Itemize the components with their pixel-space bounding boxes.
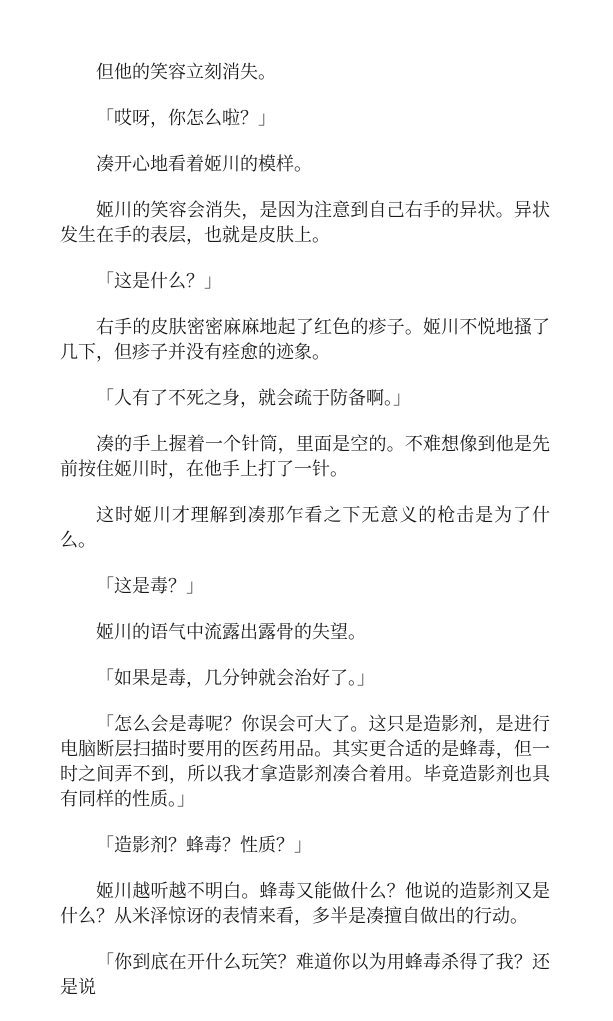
paragraph: 这时姬川才理解到凑那乍看之下无意义的枪击是为了什么。 bbox=[60, 505, 550, 551]
paragraph: 「你到底在开什么玩笑？难道你以为用蜂毒杀得了我？还是说 bbox=[60, 952, 550, 998]
paragraph: 姬川的语气中流露出露骨的失望。 bbox=[96, 622, 366, 643]
paragraph: 「人有了不死之身，就会疏于防备啊。」 bbox=[96, 388, 411, 409]
paragraph: 「造影剂？蜂毒？性质？」 bbox=[96, 835, 312, 856]
paragraph: 「怎么会是毒呢？你误会可大了。这只是造影剂，是进行电脑断层扫描时要用的医药用品。其实更合适的是蜂毒，但一时之间弄不到，所以我才拿造影剂凑合着用。毕竟造影剂也具有同样的性质。」 bbox=[60, 714, 550, 810]
paragraph: 「这是毒？」 bbox=[96, 576, 204, 597]
paragraph: 「这是什么？」 bbox=[96, 271, 222, 292]
paragraph: 姬川的笑容会消失，是因为注意到自己右手的异状。异状发生在手的表层，也就是皮肤上。 bbox=[60, 200, 550, 246]
document-page bbox=[60, 60, 550, 1021]
paragraph: 「如果是毒，几分钟就会治好了。」 bbox=[96, 668, 375, 689]
paragraph: 凑开心地看着姬川的模样。 bbox=[96, 154, 312, 175]
paragraph: 姬川越听越不明白。蜂毒又能做什么？他说的造影剂又是什么？从米泽惊讶的表情来看，多半是凑擅自做出的行动。 bbox=[60, 881, 550, 927]
paragraph: 但他的笑容立刻消失。 bbox=[96, 62, 276, 83]
paragraph: 凑的手上握着一个针筒，里面是空的。不难想像到他是先前按住姬川时，在他手上打了一针。 bbox=[60, 434, 550, 480]
paragraph: 右手的皮肤密密麻麻地起了红色的疹子。姬川不悦地搔了几下，但疹子并没有痊愈的迹象。 bbox=[60, 317, 550, 363]
paragraph: 「哎呀，你怎么啦？」 bbox=[96, 108, 276, 129]
